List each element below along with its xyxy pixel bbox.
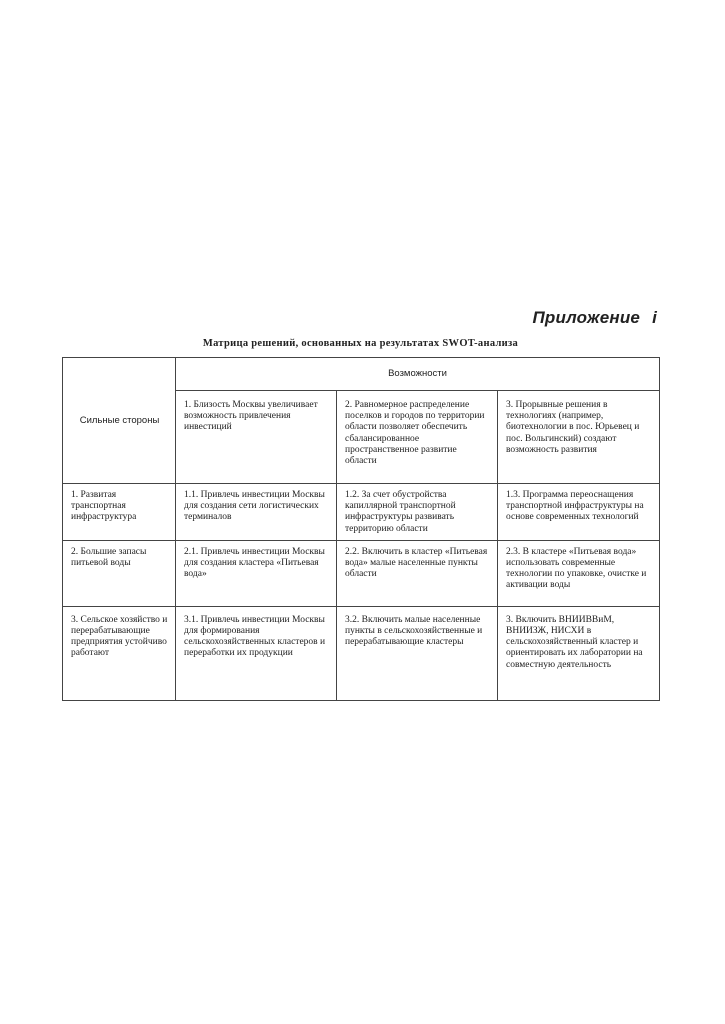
- decision-1-2: 1.2. За счет обустройства капиллярной транспортной инфраструктуры развивать территорию области: [337, 484, 498, 541]
- strength-1: 1. Развитая транспортная инфраструктура: [63, 484, 176, 541]
- appendix-label: Приложение: [532, 308, 641, 327]
- swot-decision-matrix: [62, 357, 660, 701]
- table-row: [63, 484, 660, 541]
- table-row: [63, 606, 660, 700]
- decision-3-1: 3.1. Привлечь инвестиции Москвы для формирования сельскохозяйственных кластеров и переработки их продукции: [176, 606, 337, 700]
- decision-1-1: 1.1. Привлечь инвестиции Москвы для создания сети логистических терминалов: [176, 484, 337, 541]
- appendix-heading: [532, 308, 657, 328]
- decision-2-2: 2.2. Включить в кластер «Питьевая вода» малые населенные пункты области: [337, 540, 498, 606]
- opportunity-1: 1. Близость Москвы увеличивает возможность привлечения инвестиций: [176, 391, 337, 484]
- decision-3-3: 3. Включить ВНИИВВиМ, ВНИИЗЖ, НИСХИ в сельскохозяйственный кластер и ориентировать их лаборатории на совместную деятельность: [498, 606, 660, 700]
- opportunities-header: Возможности: [176, 358, 660, 391]
- table-caption: Матрица решений, основанных на результатах SWOT-анализа: [202, 338, 519, 349]
- decision-2-1: 2.1. Привлечь инвестиции Москвы для создания кластера «Питьевая вода»: [176, 540, 337, 606]
- decision-1-3: 1.3. Программа переоснащения транспортной инфраструктуры на основе современных технологий: [498, 484, 660, 541]
- decision-2-3: 2.3. В кластере «Питьевая вода» использовать современные технологии по упаковке, очистке и активации воды: [498, 540, 660, 606]
- decision-3-2: 3.2. Включить малые населенные пункты в сельскохозяйственные и перерабатывающие кластеры: [337, 606, 498, 700]
- appendix-number: i: [652, 308, 657, 327]
- opportunity-2: 2. Равномерное распределение поселков и городов по территории области позволяет обеспечить сбалансированное пространственное развитие области: [337, 391, 498, 484]
- strengths-header: Сильные стороны: [63, 358, 176, 484]
- header-row: [63, 358, 660, 391]
- opportunity-3: 3. Прорывные решения в технологиях (например, биотехнологии в пос. Юрьевец и пос. Вольгинский) создают возможность развития: [498, 391, 660, 484]
- table-row: [63, 540, 660, 606]
- strength-3: 3. Сельское хозяйство и перерабатывающие предприятия устойчиво работают: [63, 606, 176, 700]
- strength-2: 2. Большие запасы питьевой воды: [63, 540, 176, 606]
